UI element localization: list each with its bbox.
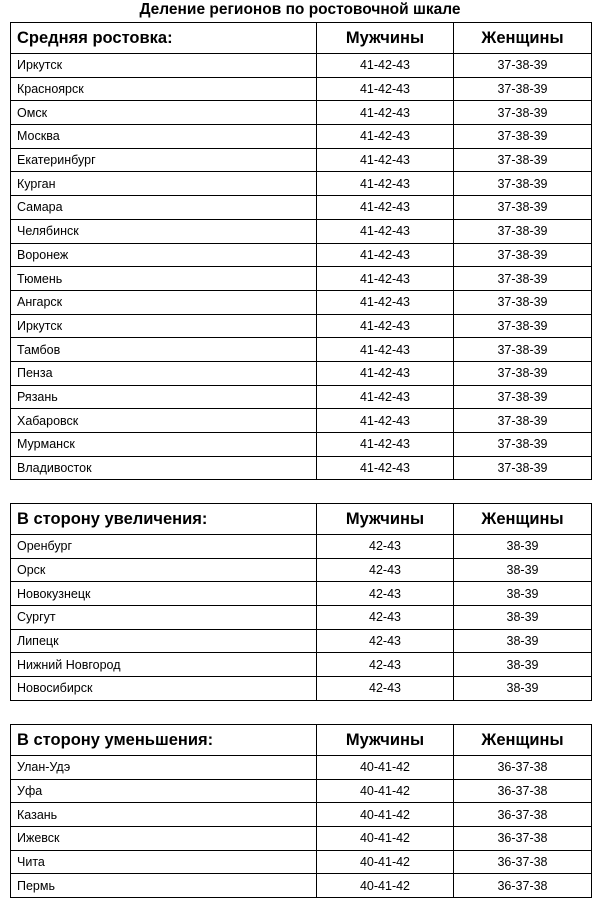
table-row	[11, 803, 592, 827]
women-size-cell: 38-39	[454, 653, 592, 677]
table-row	[11, 606, 592, 630]
women-size-cell: 37-38-39	[454, 172, 592, 196]
table-row	[11, 582, 592, 606]
men-size-cell: 41-42-43	[317, 54, 454, 78]
table-row	[11, 456, 592, 480]
men-size-cell: 41-42-43	[317, 148, 454, 172]
men-size-cell: 41-42-43	[317, 361, 454, 385]
table-header-row	[11, 725, 592, 756]
region-cell: Ангарск	[11, 290, 317, 314]
men-size-cell: 42-43	[317, 653, 454, 677]
region-cell: Тамбов	[11, 338, 317, 362]
men-size-cell: 41-42-43	[317, 196, 454, 220]
region-cell: Москва	[11, 125, 317, 149]
table-row	[11, 243, 592, 267]
women-size-cell: 38-39	[454, 677, 592, 701]
table-header-row	[11, 23, 592, 54]
region-cell: Чита	[11, 850, 317, 874]
men-size-cell: 41-42-43	[317, 385, 454, 409]
men-size-cell: 40-41-42	[317, 756, 454, 780]
region-cell: Владивосток	[11, 456, 317, 480]
region-cell: Орск	[11, 558, 317, 582]
men-size-cell: 42-43	[317, 677, 454, 701]
region-cell: Липецк	[11, 629, 317, 653]
table-row	[11, 196, 592, 220]
column-header-women: Женщины	[454, 504, 592, 535]
women-size-cell: 38-39	[454, 558, 592, 582]
women-size-cell: 38-39	[454, 582, 592, 606]
table-row	[11, 874, 592, 898]
men-size-cell: 41-42-43	[317, 314, 454, 338]
region-cell: Курган	[11, 172, 317, 196]
women-size-cell: 38-39	[454, 629, 592, 653]
men-size-cell: 42-43	[317, 535, 454, 559]
region-cell: Красноярск	[11, 77, 317, 101]
region-cell: Челябинск	[11, 219, 317, 243]
region-cell: Хабаровск	[11, 409, 317, 433]
women-size-cell: 37-38-39	[454, 267, 592, 291]
women-size-cell: 37-38-39	[454, 125, 592, 149]
women-size-cell: 36-37-38	[454, 779, 592, 803]
women-size-cell: 36-37-38	[454, 874, 592, 898]
region-cell: Иркутск	[11, 54, 317, 78]
region-cell: Новосибирск	[11, 677, 317, 701]
women-size-cell: 36-37-38	[454, 756, 592, 780]
column-header-men: Мужчины	[317, 23, 454, 54]
table-row	[11, 219, 592, 243]
men-size-cell: 41-42-43	[317, 125, 454, 149]
women-size-cell: 37-38-39	[454, 290, 592, 314]
women-size-cell: 36-37-38	[454, 850, 592, 874]
men-size-cell: 41-42-43	[317, 338, 454, 362]
table-row	[11, 850, 592, 874]
table-heading: Средняя ростовка:	[11, 23, 317, 54]
men-size-cell: 41-42-43	[317, 243, 454, 267]
men-size-cell: 41-42-43	[317, 433, 454, 457]
region-cell: Пенза	[11, 361, 317, 385]
men-size-cell: 42-43	[317, 629, 454, 653]
region-cell: Омск	[11, 101, 317, 125]
women-size-cell: 36-37-38	[454, 803, 592, 827]
table-row	[11, 172, 592, 196]
table-average-sizing	[10, 22, 592, 480]
men-size-cell: 40-41-42	[317, 850, 454, 874]
women-size-cell: 37-38-39	[454, 148, 592, 172]
men-size-cell: 42-43	[317, 582, 454, 606]
table-row	[11, 290, 592, 314]
region-cell: Казань	[11, 803, 317, 827]
column-header-women: Женщины	[454, 725, 592, 756]
table-row	[11, 338, 592, 362]
table-row	[11, 558, 592, 582]
women-size-cell: 37-38-39	[454, 361, 592, 385]
women-size-cell: 37-38-39	[454, 385, 592, 409]
column-header-men: Мужчины	[317, 504, 454, 535]
men-size-cell: 41-42-43	[317, 456, 454, 480]
column-header-men: Мужчины	[317, 725, 454, 756]
women-size-cell: 37-38-39	[454, 243, 592, 267]
region-cell: Нижний Новгород	[11, 653, 317, 677]
region-cell: Самара	[11, 196, 317, 220]
region-cell: Рязань	[11, 385, 317, 409]
women-size-cell: 37-38-39	[454, 219, 592, 243]
table-size-decrease	[10, 724, 592, 898]
men-size-cell: 40-41-42	[317, 827, 454, 851]
column-header-women: Женщины	[454, 23, 592, 54]
table-row	[11, 827, 592, 851]
table-row	[11, 267, 592, 291]
table-header-row	[11, 504, 592, 535]
table-row	[11, 433, 592, 457]
men-size-cell: 41-42-43	[317, 172, 454, 196]
region-cell: Мурманск	[11, 433, 317, 457]
women-size-cell: 37-38-39	[454, 77, 592, 101]
table-row	[11, 101, 592, 125]
table-row	[11, 125, 592, 149]
women-size-cell: 37-38-39	[454, 433, 592, 457]
men-size-cell: 41-42-43	[317, 101, 454, 125]
region-cell: Улан-Удэ	[11, 756, 317, 780]
table-heading: В сторону уменьшения:	[11, 725, 317, 756]
men-size-cell: 41-42-43	[317, 267, 454, 291]
region-cell: Иркутск	[11, 314, 317, 338]
women-size-cell: 37-38-39	[454, 196, 592, 220]
men-size-cell: 40-41-42	[317, 779, 454, 803]
table-row	[11, 385, 592, 409]
women-size-cell: 37-38-39	[454, 101, 592, 125]
table-row	[11, 653, 592, 677]
table-row	[11, 409, 592, 433]
table-row	[11, 629, 592, 653]
table-heading: В сторону увеличения:	[11, 504, 317, 535]
page-title: Деление регионов по ростовочной шкале	[139, 1, 461, 18]
table-row	[11, 314, 592, 338]
men-size-cell: 41-42-43	[317, 219, 454, 243]
women-size-cell: 38-39	[454, 535, 592, 559]
women-size-cell: 37-38-39	[454, 338, 592, 362]
region-cell: Пермь	[11, 874, 317, 898]
women-size-cell: 38-39	[454, 606, 592, 630]
women-size-cell: 37-38-39	[454, 54, 592, 78]
men-size-cell: 40-41-42	[317, 803, 454, 827]
women-size-cell: 37-38-39	[454, 409, 592, 433]
men-size-cell: 42-43	[317, 606, 454, 630]
region-cell: Воронеж	[11, 243, 317, 267]
men-size-cell: 40-41-42	[317, 874, 454, 898]
women-size-cell: 36-37-38	[454, 827, 592, 851]
table-row	[11, 148, 592, 172]
table-size-increase	[10, 503, 592, 701]
table-row	[11, 535, 592, 559]
table-row	[11, 677, 592, 701]
region-cell: Тюмень	[11, 267, 317, 291]
region-cell: Екатеринбург	[11, 148, 317, 172]
men-size-cell: 41-42-43	[317, 77, 454, 101]
region-cell: Оренбург	[11, 535, 317, 559]
men-size-cell: 42-43	[317, 558, 454, 582]
women-size-cell: 37-38-39	[454, 456, 592, 480]
women-size-cell: 37-38-39	[454, 314, 592, 338]
table-row	[11, 779, 592, 803]
table-row	[11, 54, 592, 78]
men-size-cell: 41-42-43	[317, 409, 454, 433]
region-cell: Ижевск	[11, 827, 317, 851]
region-cell: Уфа	[11, 779, 317, 803]
table-row	[11, 77, 592, 101]
table-row	[11, 361, 592, 385]
men-size-cell: 41-42-43	[317, 290, 454, 314]
table-row	[11, 756, 592, 780]
region-cell: Новокузнецк	[11, 582, 317, 606]
region-cell: Сургут	[11, 606, 317, 630]
